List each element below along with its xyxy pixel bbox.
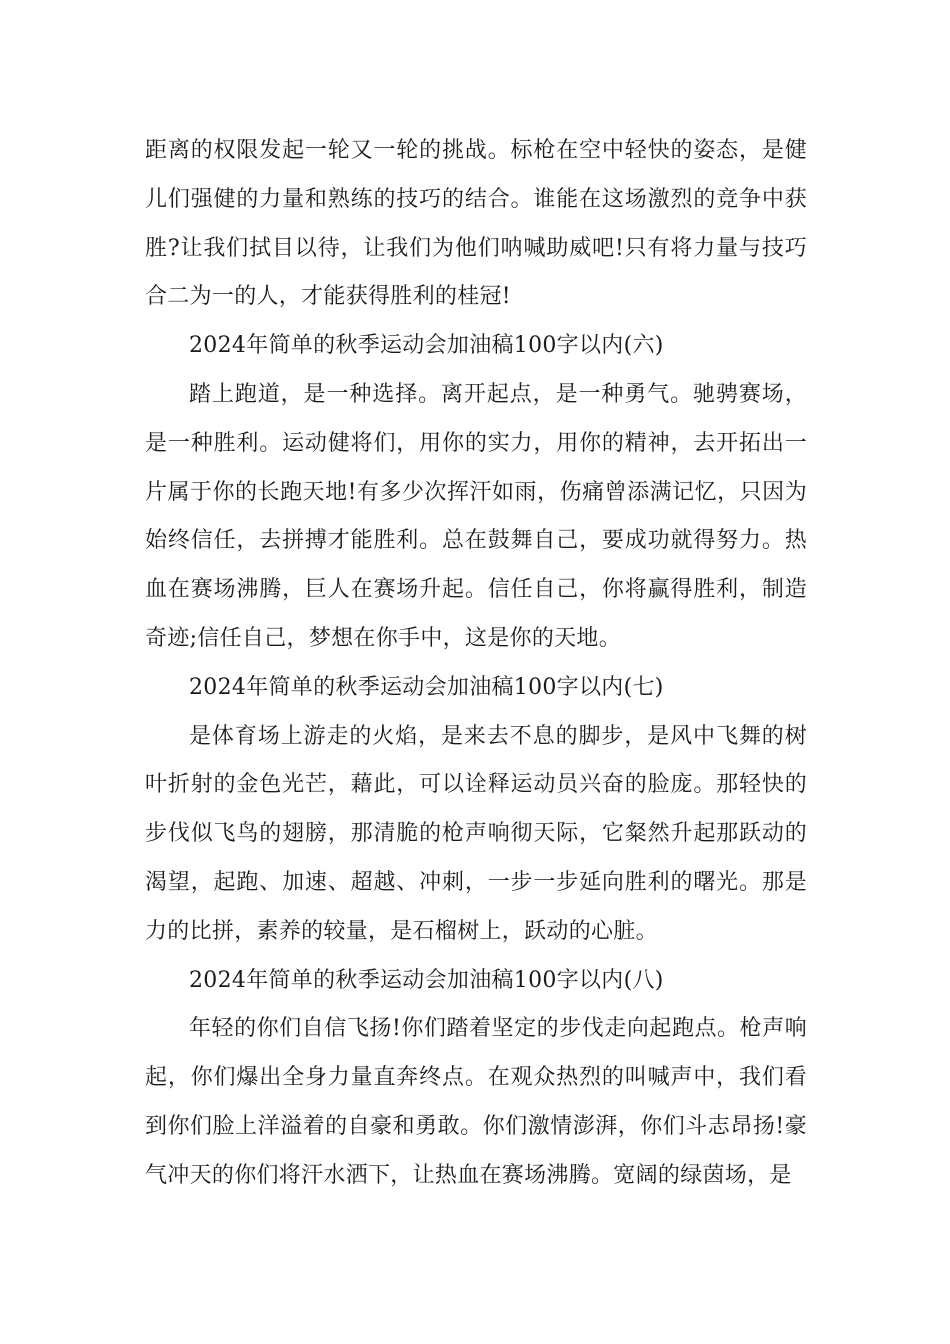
document-body: [145, 127, 807, 1201]
section-body-8: 年轻的你们自信飞扬!你们踏着坚定的步伐走向起跑点。枪声响起，你们爆出全身力量直奔终点。在观众热烈的叫喊声中，我们看到你们脸上洋溢着的自豪和勇敢。你们激情澎湃，你们斗志昂扬!豪气冲天的你们将汗水洒下，让热血在赛场沸腾。宽阔的绿茵场，是: [145, 1016, 807, 1188]
section-body-6: 踏上跑道，是一种选择。离开起点，是一种勇气。驰骋赛场，是一种胜利。运动健将们，用你的实力，用你的精神，去开拓出一片属于你的长跑天地!有多少次挥汗如雨，伤痛曾添满记忆，只因为始终信任，去拼搏才能胜利。总在鼓舞自己，要成功就得努力。热血在赛场沸腾，巨人在赛场升起。信任自己，你将赢得胜利，制造奇迹;信任自己，梦想在你手中，这是你的天地。: [145, 381, 807, 651]
section-heading-6: 2024年简单的秋季运动会加油稿100字以内(六): [189, 333, 664, 359]
section-heading-7: 2024年简单的秋季运动会加油稿100字以内(七): [189, 674, 664, 700]
section-body-7: 是体育场上游走的火焰，是来去不息的脚步，是风中飞舞的树叶折射的金色光芒，藉此，可以诠释运动员兴奋的脸庞。那轻快的步伐似飞鸟的翅膀，那清脆的枪声响彻天际，它粲然升起那跃动的渴望，起跑、加速、超越、冲刺，一步一步延向胜利的曙光。那是力的比拼，素养的较量，是石榴树上，跃动的心脏。: [145, 723, 807, 944]
section-heading-8: 2024年简单的秋季运动会加油稿100字以内(八): [189, 967, 664, 993]
continuation-paragraph: 距离的权限发起一轮又一轮的挑战。标枪在空中轻快的姿态，是健儿们强健的力量和熟练的技巧的结合。谁能在这场激烈的竞争中获胜?让我们拭目以待，让我们为他们呐喊助威吧!只有将力量与技巧合二为一的人，才能获得胜利的桂冠!: [145, 138, 807, 310]
